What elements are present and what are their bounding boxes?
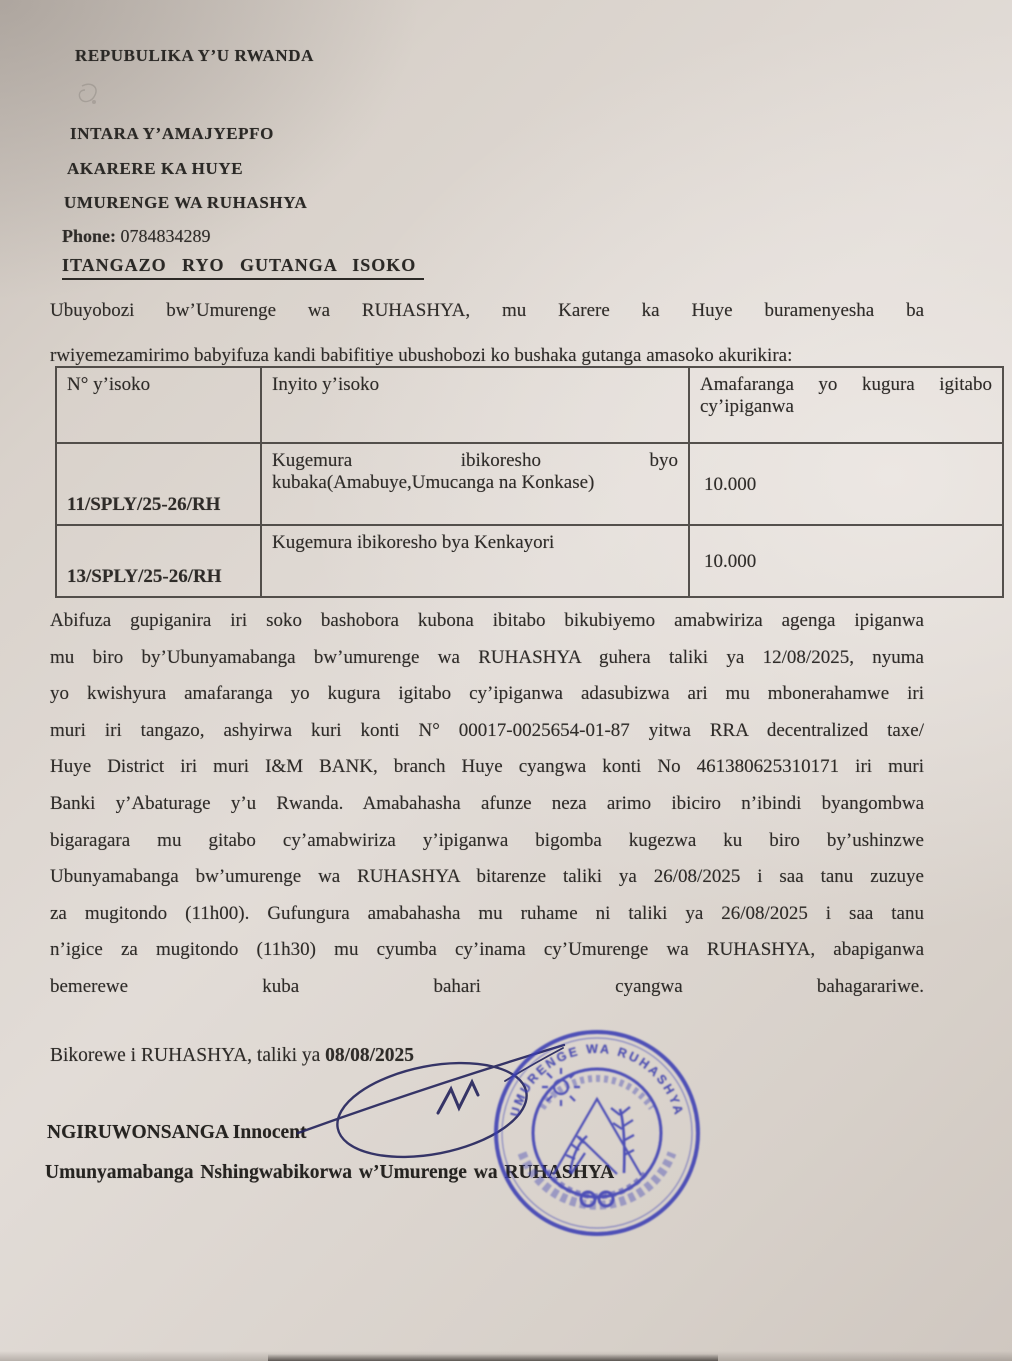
phone-label: Phone: [62, 226, 116, 246]
ink-smudge [72, 80, 106, 110]
tender-id: 13/SPLY/25-26/RH [57, 526, 262, 596]
intro-line: Ubuyobozi bw’Umurenge wa RUHASHYA, mu Karere ka Huye buramenyesha ba [50, 300, 924, 321]
intro-paragraph [50, 288, 924, 378]
made-at-date: 08/08/2025 [325, 1045, 414, 1066]
body-line: mu biro by’Ubunyamabanga bw’umurenge wa RUHASHYA guhera taliki ya 12/08/2025, nyuma [50, 646, 924, 668]
signature-initials [438, 1082, 478, 1113]
tender-fee: 10.000 [704, 551, 757, 572]
tender-title: Kugemura ibikoresho bya Kenkayori [262, 526, 690, 596]
stamp-emblem [542, 1068, 647, 1206]
svg-text:UMURENGE WA RUHASHYA [508, 1042, 687, 1118]
body-line: bigaragara mu gitabo cy’amabwiriza y’ipiganwa bigomba kugezwa ku biro by’ushinzwe [50, 829, 924, 851]
announcement-title: ITANGAZO RYO GUTANGA ISOKO [62, 255, 424, 280]
body-line: Ubunyamabanga bw’umurenge wa RUHASHYA bitarenze taliki ya 26/08/2025 i saa tanu zuzuye [50, 866, 924, 888]
body-line: n’igice za mugitondo (11h30) mu cyumba cy’inama cy’Umurenge wa RUHASHYA, abapiganwa [50, 939, 924, 961]
stamp-outer-ring-inner [502, 1038, 692, 1228]
closing-line [50, 1045, 414, 1067]
header-district: AKARERE KA HUYE [67, 159, 244, 178]
body-line: Banki y’Abaturage y’u Rwanda. Amabahasha afunze neza arimo ibiciro n’ibindi byangombwa [50, 792, 924, 814]
signature-scribble [280, 1015, 620, 1180]
made-at-text: Bikorewe i RUHASHYA, taliki ya [50, 1045, 326, 1066]
page-title [62, 255, 424, 276]
body-paragraph [50, 603, 924, 1006]
table-header-id: N° y’isoko [57, 368, 262, 444]
stamp-inner-arc-marks [542, 1078, 652, 1108]
signatory-name: NGIRUWONSANGA Innocent [47, 1122, 307, 1143]
tender-table [55, 366, 1004, 598]
tender-title: Kugemura ibikoresho byo kubaka(Amabuye,Umucanga na Konkase) [262, 444, 690, 526]
signatory-title: Umunyamabanga Nshingwabikorwa w’Umurenge wa RUHASHYA [45, 1162, 615, 1183]
header-phone [62, 226, 211, 247]
header-province: INTARA Y’AMAJYEPFO [70, 124, 274, 143]
tender-id: 11/SPLY/25-26/RH [57, 444, 262, 526]
photo-bottom-edge [268, 1354, 718, 1361]
body-line: za mugitondo (11h00). Gufungura amabahasha mu ruhame ni taliki ya 26/08/2025 i saa tanu [50, 902, 924, 924]
body-line: bemerewe kuba bahari cyangwa bahagarariwe. [50, 975, 924, 997]
header-sector: UMURENGE WA RUHASHYA [64, 193, 308, 212]
tender-fee: 10.000 [690, 444, 1002, 526]
signature-stroke [505, 1048, 563, 1081]
table-header-title: Inyito y’isoko [262, 368, 690, 444]
header-country: REPUBULIKA Y’U RWANDA [75, 46, 314, 65]
body-line: muri iri tangazo, ashyirwa kuri konti N° 00017-0025654-01-87 yitwa RRA decentralized taxe/ [50, 719, 924, 741]
stamp-outer-ring [496, 1032, 698, 1234]
body-line: Huye District iri muri I&M BANK, branch Huye cyangwa konti No 461380625310171 iri muri [50, 756, 924, 778]
official-stamp [467, 1003, 727, 1263]
intro-line: rwiyemezamirimo babyifuza kandi babifitiye ubushobozi ko bushaka gutanga amasoko akurikira: [50, 345, 793, 366]
table-header-fee: Amafaranga yo kugura igitabo cy’ipiganwa [690, 368, 1002, 444]
phone-number: 0784834289 [120, 226, 211, 246]
stamp-arc-text: UMURENGE WA RUHASHYA [507, 1041, 687, 1119]
body-line: yo kwishyura amafaranga yo kugura igitabo cy’ipiganwa adasubizwa ari mu mbonerahamwe iri [50, 683, 924, 705]
body-line: Abifuza gupiganira iri soko bashobora kubona ibitabo bikubiyemo amabwiriza agenga ipiganwa [50, 610, 924, 631]
